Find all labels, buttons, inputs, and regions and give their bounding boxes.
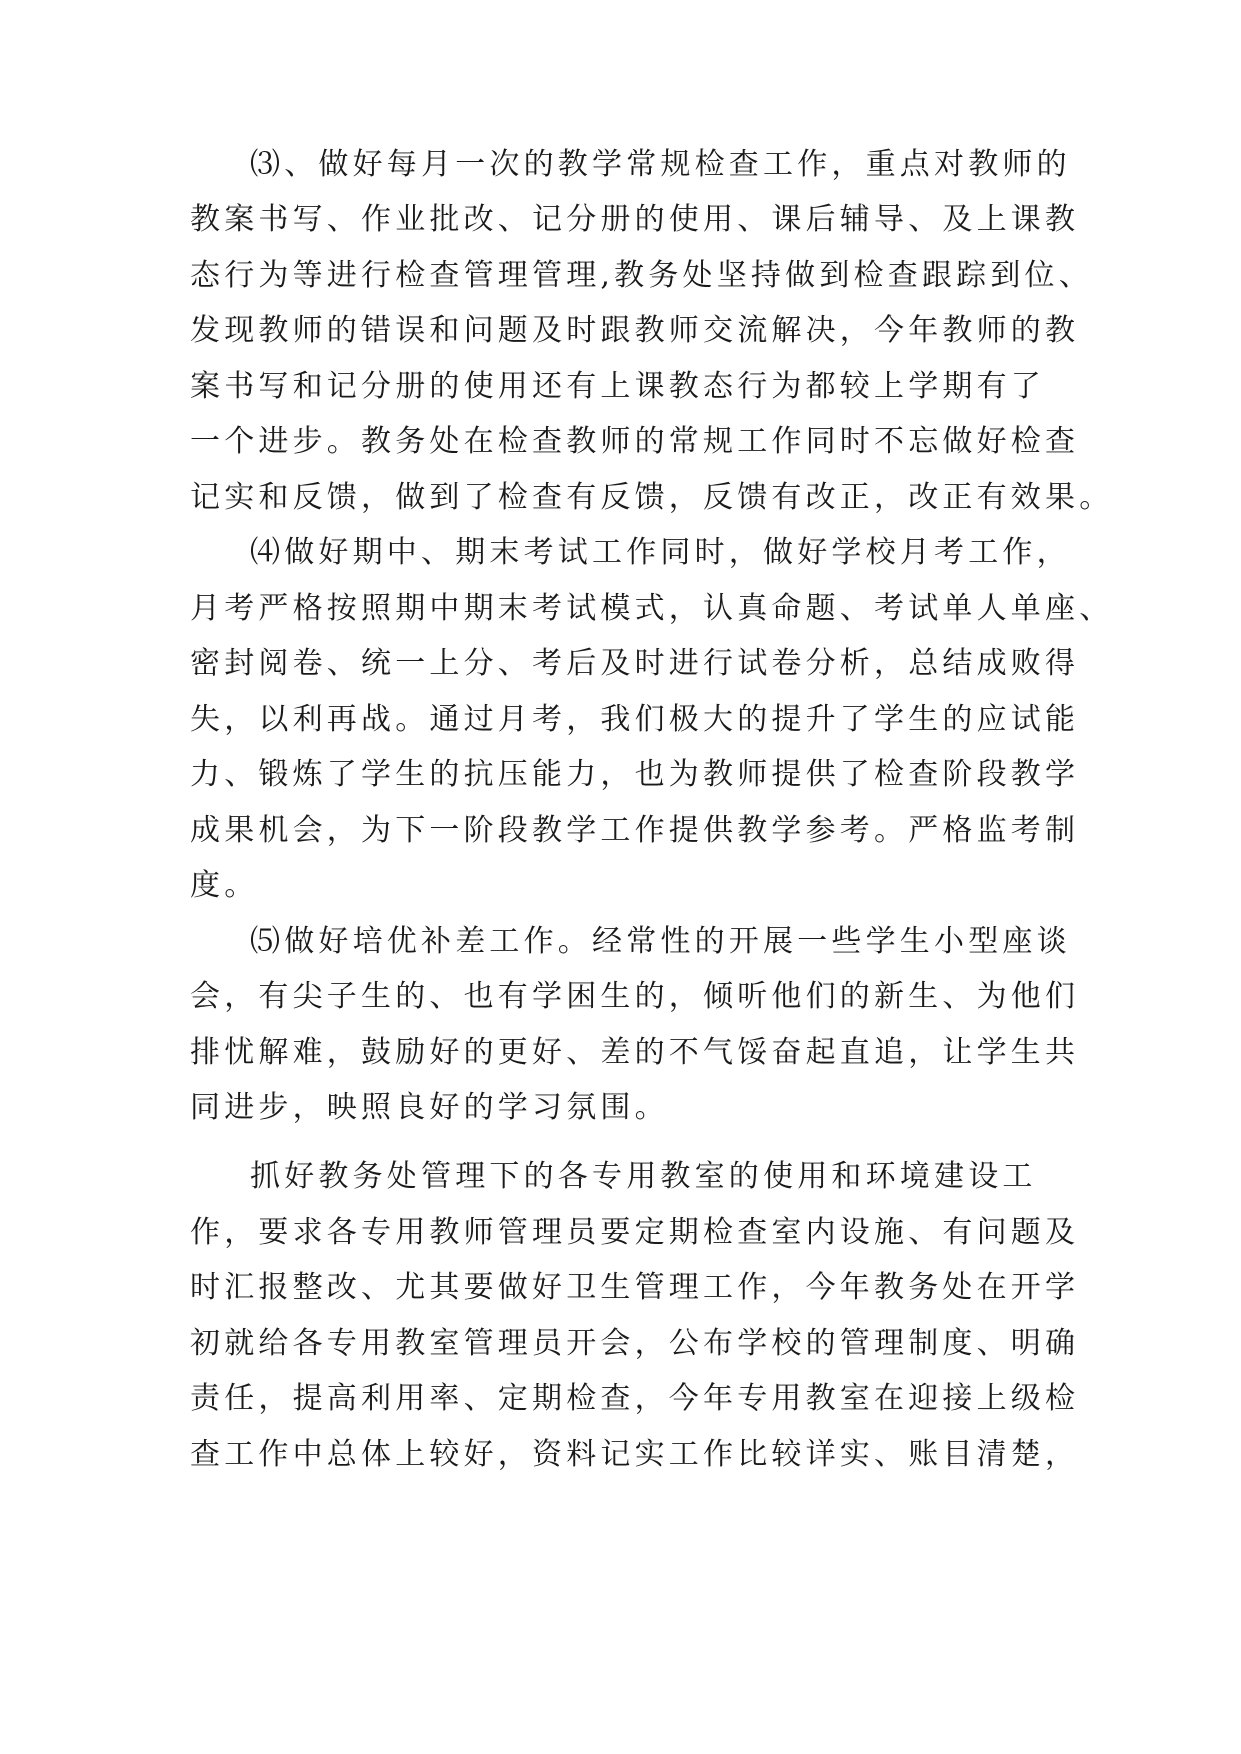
- paragraph-4-line-7: 度。: [190, 868, 259, 903]
- paragraph-5-line-3: 排忧解难，鼓励好的更好、差的不气馁奋起直追，让学生共: [190, 1035, 1080, 1070]
- paragraph-4-line-6: 成果机会，为下一阶段教学工作提供教学参考。严格监考制: [190, 813, 1080, 848]
- paragraph-3-line-1: ⑶、做好每月一次的教学常规检查工作，重点对教师的: [250, 147, 1071, 182]
- paragraph-5-line-2: 会，有尖子生的、也有学困生的，倾听他们的新生、为他们: [190, 979, 1080, 1014]
- paragraph-6-line-2: 作，要求各专用教师管理员要定期检查室内设施、有问题及: [190, 1215, 1080, 1250]
- paragraph-6-line-4: 初就给各专用教室管理员开会，公布学校的管理制度、明确: [190, 1326, 1080, 1361]
- paragraph-4-line-5: 力、锻炼了学生的抗压能力，也为教师提供了检查阶段教学: [190, 757, 1080, 792]
- paragraph-3-line-3: 态行为等进行检查管理管理,教务处坚持做到检查跟踪到位、: [190, 258, 1093, 293]
- paragraph-6-line-5: 责任，提高利用率、定期检查，今年专用教室在迎接上级检: [190, 1381, 1080, 1416]
- paragraph-3-line-4: 发现教师的错误和问题及时跟教师交流解决，今年教师的教: [190, 313, 1080, 348]
- paragraph-3-line-7: 记实和反馈，做到了检查有反馈，反馈有改正，改正有效果。: [190, 480, 1114, 515]
- paragraph-3-line-2: 教案书写、作业批改、记分册的使用、课后辅导、及上课教: [190, 202, 1080, 237]
- paragraph-4-line-2: 月考严格按照期中期末考试模式，认真命题、考试单人单座、: [190, 591, 1114, 626]
- paragraph-4-line-4: 失，以利再战。通过月考，我们极大的提升了学生的应试能: [190, 702, 1080, 737]
- paragraph-4-line-3: 密封阅卷、统一上分、考后及时进行试卷分析，总结成败得: [190, 646, 1080, 681]
- paragraph-6-line-3: 时汇报整改、尤其要做好卫生管理工作，今年教务处在开学: [190, 1270, 1080, 1305]
- paragraph-4-line-1: ⑷做好期中、期末考试工作同时，做好学校月考工作，: [250, 535, 1071, 570]
- paragraph-6-line-6: 查工作中总体上较好，资料记实工作比较详实、账目清楚，: [190, 1437, 1080, 1472]
- paragraph-3-line-6: 一个进步。教务处在检查教师的常规工作同时不忘做好检查: [190, 424, 1080, 459]
- paragraph-5-line-1: ⑸做好培优补差工作。经常性的开展一些学生小型座谈: [250, 924, 1071, 959]
- paragraph-3-line-5: 案书写和记分册的使用还有上课教态行为都较上学期有了: [190, 369, 1045, 404]
- paragraph-6-line-1: 抓好教务处管理下的各专用教室的使用和环境建设工: [250, 1159, 1037, 1194]
- paragraph-5-line-4: 同进步，映照良好的学习氛围。: [190, 1090, 669, 1125]
